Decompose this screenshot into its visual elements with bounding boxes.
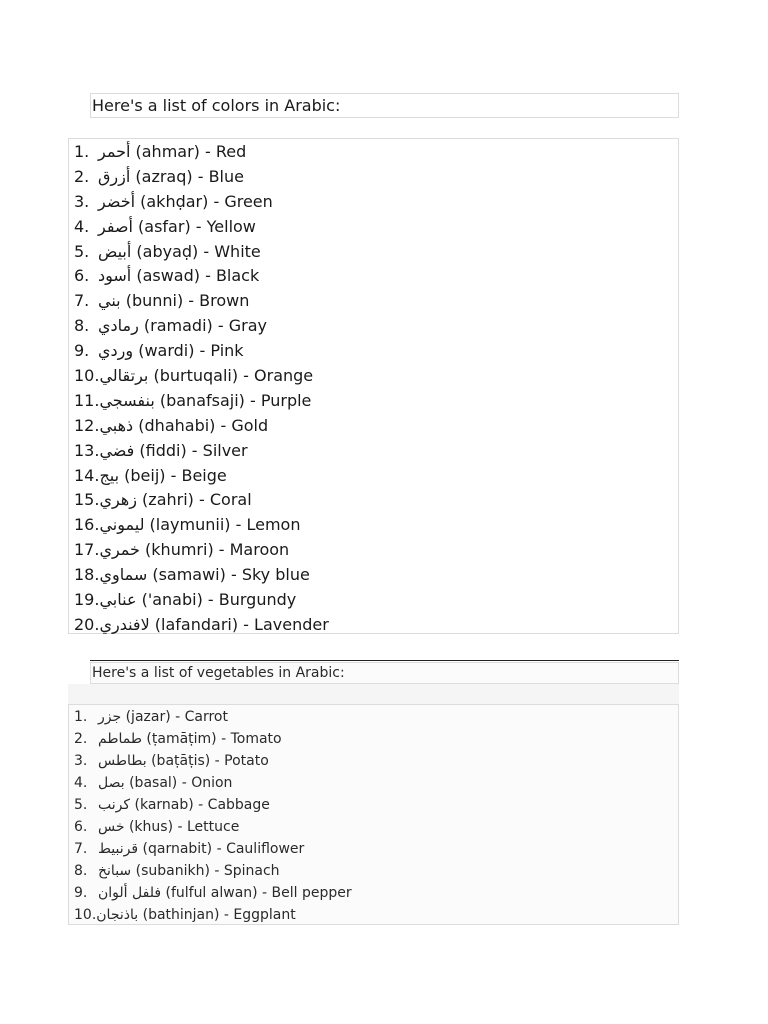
list-item-number: 9. [74,885,88,901]
arabic-word: كرنب [98,797,131,813]
list-item [69,313,678,338]
list-item-number: 18. [74,565,100,585]
vegetables-list [68,704,679,925]
arabic-word: فضي [99,440,135,460]
arabic-word: عنابي [99,589,137,609]
transliteration-translation: (karnab) - Cabbage [130,797,270,813]
arabic-word: وردي [98,341,134,361]
list-item [69,882,678,904]
list-item-number: 3. [74,753,88,769]
arabic-word: بطاطس [98,753,147,769]
arabic-word: قرنبيط [98,841,139,857]
arabic-word: سبانخ [98,863,132,879]
transliteration-translation: (ṭamāṭim) - Tomato [141,731,282,747]
transliteration-translation: (banafsaji) - Purple [154,390,312,410]
transliteration-translation: (laymunii) - Lemon [144,515,301,535]
list-item-number: 8. [74,863,88,879]
transliteration-translation: (wardi) - Pink [133,341,244,361]
list-item-number: 10. [74,907,97,923]
list-item-number: 12. [74,415,100,435]
arabic-word: خس [98,819,125,835]
arabic-word: لافندري [99,614,150,634]
list-item [69,189,678,214]
list-item [69,463,678,488]
list-item-number: 9. [74,341,90,361]
transliteration-translation: (bunni) - Brown [120,291,250,311]
list-item-number: 14. [74,465,100,485]
arabic-word: جزر [98,709,122,725]
list-item [69,239,678,264]
list-item-number: 4. [74,775,88,791]
transliteration-translation: (bathinjan) - Eggplant [138,907,296,923]
list-item [69,214,678,239]
list-item-number: 16. [74,515,100,535]
list-item-number: 7. [74,841,88,857]
list-item-number: 19. [74,589,100,609]
list-item-number: 2. [74,166,90,186]
list-item-number: 2. [74,731,88,747]
transliteration-translation: (ramadi) - Gray [138,316,267,336]
colors-intro: Here's a list of colors in Arabic: [90,93,679,118]
list-item [69,288,678,313]
list-item [69,363,678,388]
arabic-word: باذنجان [96,907,139,923]
transliteration-translation: (samawi) - Sky blue [147,565,310,585]
list-item [69,612,678,637]
transliteration-translation: (abyaḍ) - White [131,241,261,261]
list-item [69,750,678,772]
list-item-number: 15. [74,490,100,510]
list-item [69,794,678,816]
list-item [69,413,678,438]
list-item-number: 17. [74,540,100,560]
transliteration-translation: (zahri) - Coral [136,490,252,510]
list-item [69,512,678,537]
transliteration-translation: (khumri) - Maroon [139,540,290,560]
arabic-word: أزرق [98,166,131,186]
list-item [69,904,678,926]
arabic-word: طماطم [98,731,142,747]
list-item [69,816,678,838]
arabic-word: بيج [99,465,120,485]
list-item [69,338,678,363]
transliteration-translation: (azraq) - Blue [130,166,244,186]
list-item [69,139,678,164]
list-item-number: 10. [74,365,100,385]
colors-list [68,138,679,634]
transliteration-translation: (fulful alwan) - Bell pepper [161,885,352,901]
list-item [69,438,678,463]
arabic-word: سماوي [99,565,148,585]
list-item-number: 11. [74,390,100,410]
transliteration-translation: (basal) - Onion [124,775,233,791]
list-item [69,587,678,612]
list-item [69,772,678,794]
transliteration-translation: (qarnabit) - Cauliflower [138,841,305,857]
list-item [69,562,678,587]
arabic-word: فلفل ألوان [98,885,162,901]
transliteration-translation: (subanikh) - Spinach [131,863,280,879]
list-item-number: 5. [74,241,90,261]
transliteration-translation: (aswad) - Black [131,266,260,286]
arabic-word: برتقالي [99,365,149,385]
transliteration-translation: (akhḍar) - Green [135,191,273,211]
list-item [69,728,678,750]
transliteration-translation: (fiddi) - Silver [134,440,248,460]
transliteration-translation: (dhahabi) - Gold [133,415,269,435]
arabic-word: ذهبي [99,415,134,435]
list-item-number: 7. [74,291,90,311]
spacer-band [68,684,679,704]
arabic-word: ليموني [99,515,145,535]
arabic-word: بصل [98,775,125,791]
transliteration-translation: (khus) - Lettuce [124,819,240,835]
transliteration-translation: ('anabi) - Burgundy [136,589,297,609]
list-item-number: 3. [74,191,90,211]
transliteration-translation: (beij) - Beige [119,465,227,485]
list-item-number: 6. [74,819,88,835]
arabic-word: أسود [98,266,132,286]
list-item [69,706,678,728]
arabic-word: أبيض [98,241,132,261]
arabic-word: بني [98,291,121,311]
list-item-number: 4. [74,216,90,236]
list-item [69,537,678,562]
transliteration-translation: (baṭāṭis) - Potato [146,753,269,769]
arabic-word: أصفر [98,216,133,236]
transliteration-translation: (ahmar) - Red [130,141,247,161]
list-item [69,263,678,288]
arabic-word: أحمر [98,141,131,161]
transliteration-translation: (lafandari) - Lavender [149,614,329,634]
list-item-number: 6. [74,266,90,286]
transliteration-translation: (jazar) - Carrot [121,709,228,725]
list-item-number: 13. [74,440,100,460]
list-item-number: 1. [74,141,90,161]
arabic-word: خمري [99,540,140,560]
transliteration-translation: (burtuqali) - Orange [148,365,314,385]
list-item-number: 5. [74,797,88,813]
list-item [69,838,678,860]
vegetables-intro: Here's a list of vegetables in Arabic: [90,662,679,684]
list-item [69,487,678,512]
list-item-number: 1. [74,709,88,725]
list-item-number: 20. [74,614,100,634]
transliteration-translation: (asfar) - Yellow [132,216,256,236]
section-divider [90,660,679,661]
list-item [69,164,678,189]
arabic-word: بنفسجي [99,390,155,410]
list-item [69,860,678,882]
arabic-word: أخضر [98,191,136,211]
list-item [69,388,678,413]
list-item-number: 8. [74,316,90,336]
arabic-word: زهري [99,490,137,510]
arabic-word: رمادي [98,316,139,336]
